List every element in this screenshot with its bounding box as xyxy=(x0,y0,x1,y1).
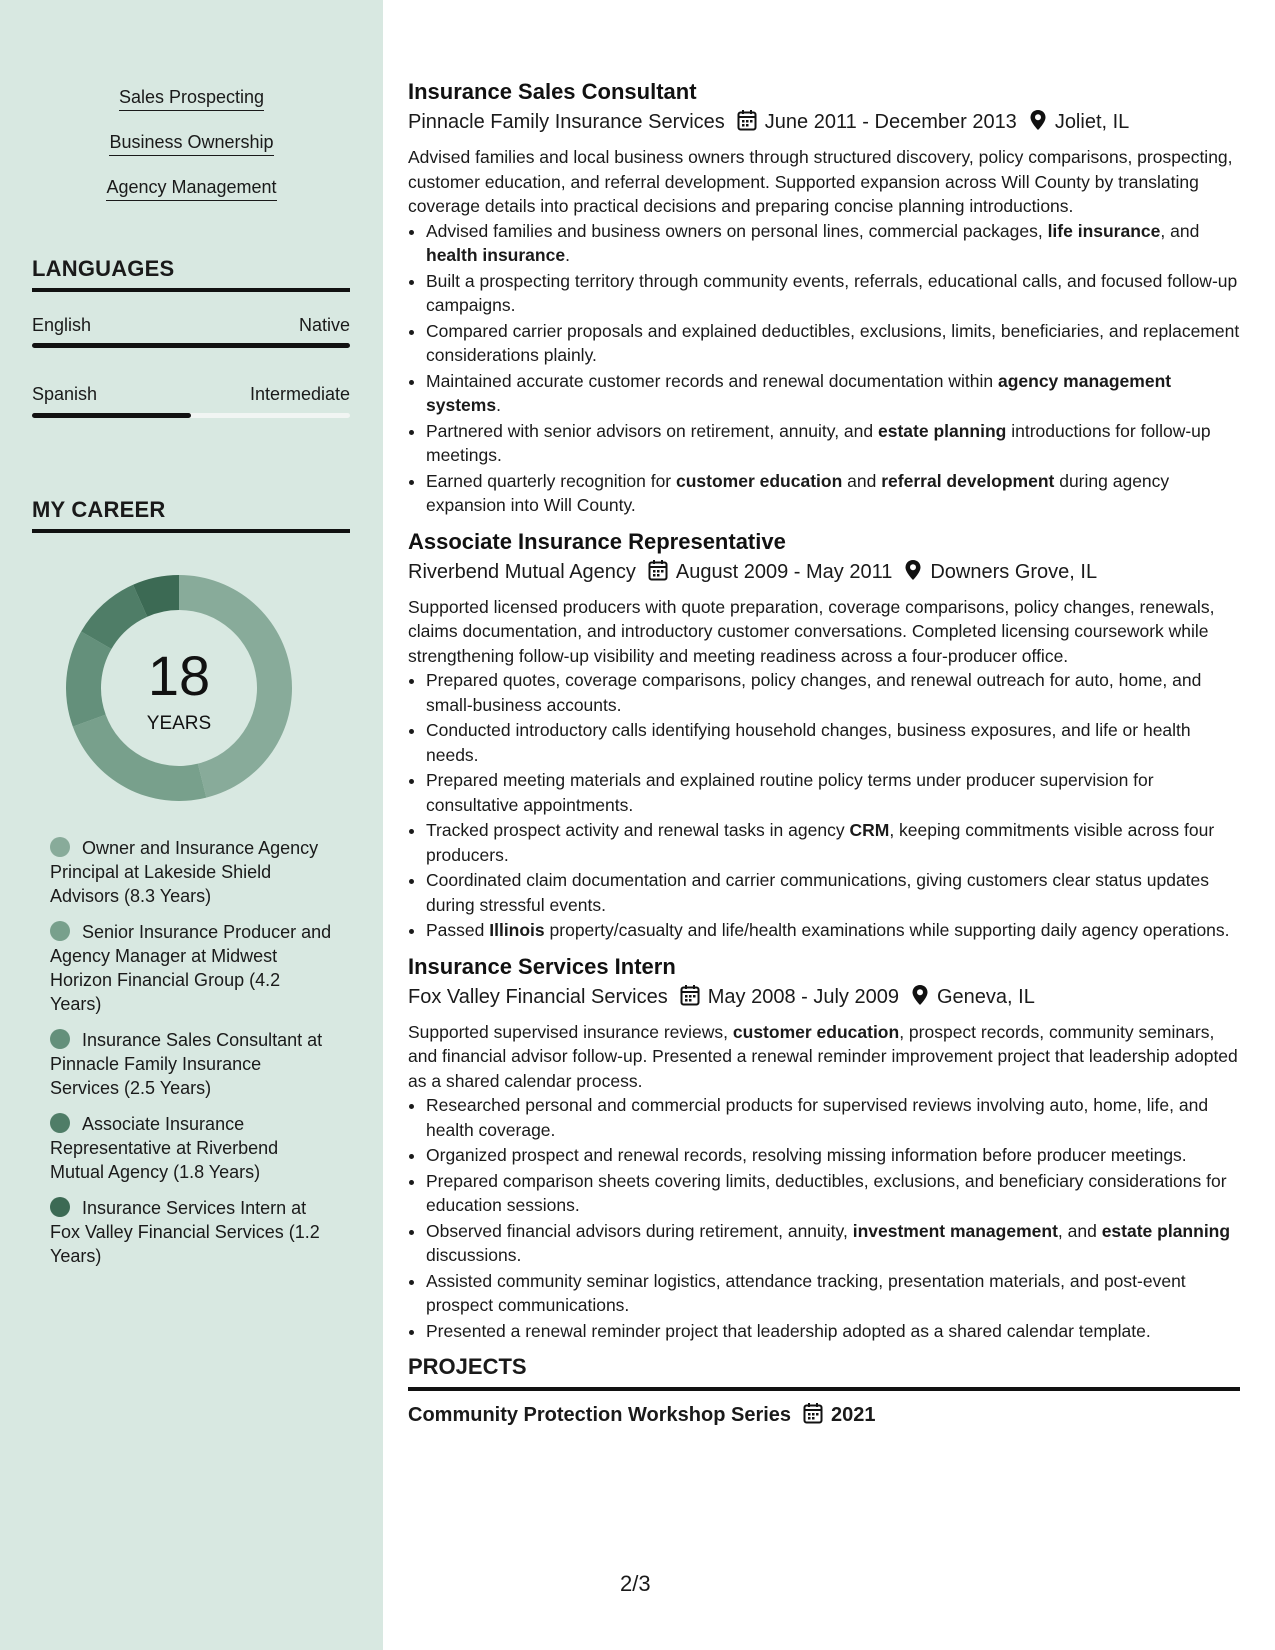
career-legend-item xyxy=(50,920,335,1016)
job-meta xyxy=(408,558,1240,589)
bold-text: health insurance xyxy=(426,245,566,265)
career-legend-label: Insurance Sales Consultant at Pinnacle Family Insurance Services (2.5 Years) xyxy=(50,1030,323,1098)
language-bar xyxy=(32,343,350,348)
language-level: Native xyxy=(298,315,350,335)
job-bullet: • Prepared quotes, coverage comparisons, policy changes, and renewal outreach for auto, home, and small-business accounts. xyxy=(426,668,1240,717)
career-legend-label: Owner and Insurance Agency Principal at Lakeside Shield Advisors (8.3 Years) xyxy=(50,838,319,906)
job-dates: May 2008 - July 2009 xyxy=(707,985,899,1008)
language-bar xyxy=(32,413,350,418)
career-donut-chart xyxy=(66,575,292,801)
map-pin-icon xyxy=(904,559,922,589)
job-bullet: • Observed financial advisors during retirement, annuity, investment management, and estate planning discussions. xyxy=(426,1219,1240,1268)
donut-segment xyxy=(66,632,111,727)
page-number: 2/3 xyxy=(620,1571,651,1596)
job-meta xyxy=(408,108,1240,139)
job-company: Riverbend Mutual Agency xyxy=(408,560,636,583)
project-name: Community Protection Workshop Series xyxy=(408,1404,792,1426)
bold-text: estate planning xyxy=(1101,1220,1231,1241)
career-legend-label: Insurance Services Intern at Fox Valley Financial Services (1.2 Years) xyxy=(50,1198,320,1266)
career-legend-label: Senior Insurance Producer and Agency Manager at Midwest Horizon Financial Group (4.2 Years) xyxy=(50,922,332,1014)
career-legend xyxy=(50,836,335,1280)
career-legend-item xyxy=(50,1112,335,1184)
skills-list xyxy=(0,86,383,221)
job-bullet: • Passed Illinois property/casualty and life/health examinations while supporting daily agency operations. xyxy=(426,918,1240,943)
calendar-icon xyxy=(648,559,668,589)
bold-text: CRM xyxy=(849,820,890,840)
job-bullet: • Advised families and business owners on personal lines, commercial packages, life insurance, and health insurance. xyxy=(426,219,1240,268)
job-location: Joliet, IL xyxy=(1054,111,1130,133)
job-company: Pinnacle Family Insurance Services xyxy=(408,111,725,133)
career-legend-item xyxy=(50,1196,335,1268)
job-bullet: • Built a prospecting territory through community events, referrals, educational calls, and focused follow-up campaigns. xyxy=(426,269,1240,318)
job-bullet: • Assisted community seminar logistics, attendance tracking, presentation materials, and post-event prospect communications. xyxy=(426,1269,1240,1318)
job-summary: Advised families and local business owners through structured discovery, policy comparisons, prospecting, customer education, and referral development. Supported expansion across Will County by translating coverage details into practical decisions and preparing concise planning introductions. xyxy=(408,147,1233,216)
project-year: 2021 xyxy=(831,1404,876,1426)
bold-text: referral development xyxy=(881,470,1055,491)
job-bullet: • Prepared comparison sheets covering limits, deductibles, exclusions, and beneficiary considerations for education sessions. xyxy=(426,1169,1240,1218)
language-bar-fill xyxy=(32,413,191,418)
language-row xyxy=(32,383,350,405)
bold-text: estate planning xyxy=(878,420,1007,441)
bold-text: life insurance xyxy=(1047,220,1161,241)
career-total-years: 18 xyxy=(147,644,211,707)
job-title: Associate Insurance Representative xyxy=(408,528,786,554)
job-location: Geneva, IL xyxy=(936,985,1035,1008)
job-title: Insurance Services Intern xyxy=(408,953,676,979)
bold-text: investment management xyxy=(852,1220,1058,1241)
career-legend-item xyxy=(50,836,335,908)
skill-item: Agency Management xyxy=(106,176,276,201)
bold-text: customer education xyxy=(676,470,843,491)
job-title: Insurance Sales Consultant xyxy=(408,79,697,104)
job-meta xyxy=(408,983,1240,1014)
language-level: Intermediate xyxy=(249,384,350,404)
job-bullet: • Coordinated claim documentation and carrier communications, giving customers clear status updates during stressful events. xyxy=(426,868,1240,917)
career-legend-label: Associate Insurance Representative at Riverbend Mutual Agency (1.8 Years) xyxy=(50,1114,279,1182)
calendar-icon xyxy=(680,984,700,1014)
career-total-unit: YEARS xyxy=(146,713,212,734)
project-row xyxy=(408,1401,1240,1432)
job-dates: August 2009 - May 2011 xyxy=(675,560,893,583)
language-bar-fill xyxy=(32,343,350,348)
job-company: Fox Valley Financial Services xyxy=(408,985,668,1008)
job-bullet: • Organized prospect and renewal records, resolving missing information before producer meetings. xyxy=(426,1143,1240,1168)
job-bullets xyxy=(408,1093,1240,1343)
bold-text: customer education xyxy=(732,1021,900,1042)
job-summary: Supported supervised insurance reviews, customer education, prospect records, community seminars, and financial advisor follow-up. Presented a renewal reminder improvement project that leadership adopted as a shared calendar process. xyxy=(408,1021,1238,1091)
job-dates: June 2011 - December 2013 xyxy=(764,111,1017,133)
job-bullet: • Compared carrier proposals and explained deductibles, exclusions, limits, beneficiaries, and replacement considerations plainly. xyxy=(426,319,1240,368)
legend-dot xyxy=(50,1197,70,1217)
projects-heading: PROJECTS xyxy=(408,1353,1240,1391)
career-heading: MY CAREER xyxy=(32,497,350,533)
job-bullet: • Earned quarterly recognition for customer education and referral development during agency expansion into Will County. xyxy=(426,469,1240,518)
bold-text: Illinois xyxy=(489,920,545,940)
job-entry xyxy=(408,78,1240,518)
job-bullet: • Presented a renewal reminder project that leadership adopted as a shared calendar template. xyxy=(426,1319,1240,1344)
main-content xyxy=(408,78,1240,1432)
job-bullet: • Partnered with senior advisors on retirement, annuity, and estate planning introductions for follow-up meetings. xyxy=(426,419,1240,468)
job-location: Downers Grove, IL xyxy=(930,560,1098,583)
sidebar xyxy=(0,0,383,1650)
map-pin-icon xyxy=(911,984,929,1014)
job-bullet: • Tracked prospect activity and renewal tasks in agency CRM, keeping commitments visible across four producers. xyxy=(426,818,1240,867)
job-bullet: • Prepared meeting materials and explained routine policy terms under producer supervision for consultative appointments. xyxy=(426,768,1240,817)
legend-dot xyxy=(50,1029,70,1049)
job-bullet: • Maintained accurate customer records and renewal documentation within agency management systems. xyxy=(426,369,1240,418)
career-legend-item xyxy=(50,1028,335,1100)
map-pin-icon xyxy=(1029,109,1047,139)
languages-heading: LANGUAGES xyxy=(32,256,350,292)
job-bullet: • Conducted introductory calls identifying household changes, business exposures, and life or health needs. xyxy=(426,718,1240,767)
job-entry xyxy=(408,953,1240,1344)
bold-text: agency management systems xyxy=(426,370,1172,415)
skill-item: Business Ownership xyxy=(109,131,273,156)
legend-dot xyxy=(50,921,70,941)
language-name: Spanish xyxy=(32,384,98,404)
job-bullets xyxy=(408,219,1240,518)
legend-dot xyxy=(50,837,70,857)
calendar-icon xyxy=(803,1402,823,1432)
job-entry xyxy=(408,528,1240,943)
skill-item: Sales Prospecting xyxy=(119,86,264,111)
job-summary: Supported licensed producers with quote preparation, coverage comparisons, policy changes, renewals, claims documentation, and introductory customer conversations. Completed licensing coursework while strengthening follow-up visibility and meeting readiness across a four-producer office. xyxy=(408,596,1215,666)
legend-dot xyxy=(50,1113,70,1133)
calendar-icon xyxy=(737,109,757,139)
job-bullet: • Researched personal and commercial products for supervised reviews involving auto, home, life, and health coverage. xyxy=(426,1093,1240,1142)
job-bullets xyxy=(408,668,1240,943)
language-name: English xyxy=(32,315,92,335)
language-row xyxy=(32,314,350,336)
